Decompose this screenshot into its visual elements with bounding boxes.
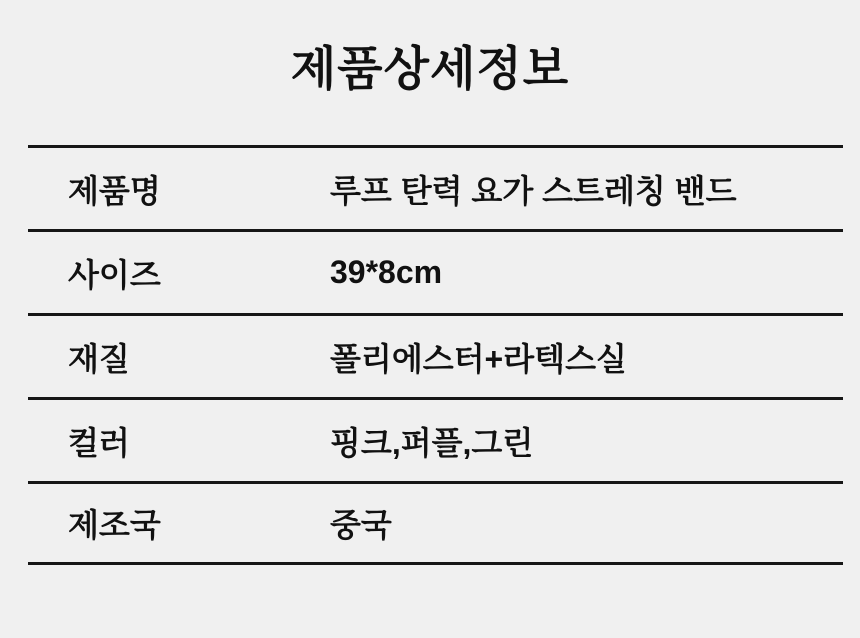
row-label: 사이즈 — [68, 256, 161, 293]
row-value: 폴리에스터+라텍스실 — [330, 340, 627, 377]
row-label: 제품명 — [68, 172, 161, 209]
product-detail-page — [0, 42, 860, 638]
table-row-color — [28, 397, 843, 481]
row-label: 재질 — [68, 340, 130, 377]
row-label: 제조국 — [68, 507, 161, 543]
row-value: 중국 — [330, 507, 392, 543]
row-value: 루프 탄력 요가 스트레칭 밴드 — [330, 172, 737, 209]
row-value: 핑크,퍼플,그린 — [330, 424, 534, 461]
table-row-size — [28, 229, 843, 313]
table-row-country — [28, 481, 843, 565]
product-spec-table — [28, 145, 843, 565]
row-label: 컬러 — [68, 424, 130, 461]
table-row-product-name — [28, 145, 843, 229]
row-value: 39*8cm — [330, 254, 443, 290]
table-row-material — [28, 313, 843, 397]
page-title: 제품상세정보 — [290, 42, 570, 95]
